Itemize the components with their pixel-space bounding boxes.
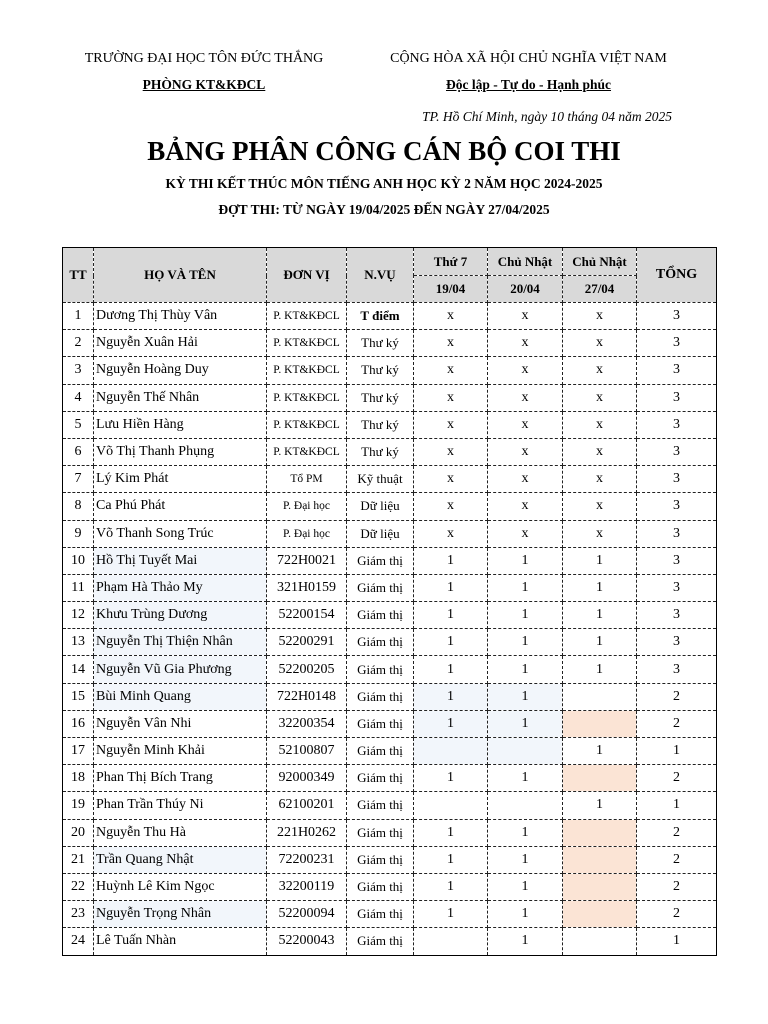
cell-day-1: x — [414, 357, 488, 384]
cell-role: Giám thị — [347, 928, 414, 955]
cell-tt: 21 — [63, 846, 94, 873]
cell-role: Giám thị — [347, 574, 414, 601]
cell-total: 3 — [637, 330, 717, 357]
cell-unit: 62100201 — [267, 792, 347, 819]
cell-tt: 6 — [63, 438, 94, 465]
cell-name: Nguyễn Hoàng Duy — [94, 357, 267, 384]
cell-total: 2 — [637, 901, 717, 928]
cell-day-2: 1 — [488, 846, 563, 873]
cell-total: 1 — [637, 738, 717, 765]
cell-name: Nguyễn Vân Nhi — [94, 710, 267, 737]
table-row — [63, 574, 717, 601]
cell-day-2: 1 — [488, 547, 563, 574]
cell-role: Thư ký — [347, 384, 414, 411]
cell-day-1: x — [414, 466, 488, 493]
cell-total: 3 — [637, 303, 717, 330]
cell-tt: 17 — [63, 738, 94, 765]
cell-day-1: x — [414, 520, 488, 547]
cell-name: Nguyễn Vũ Gia Phương — [94, 656, 267, 683]
cell-role: Thư ký — [347, 357, 414, 384]
cell-unit: 722H0021 — [267, 547, 347, 574]
cell-name: Dương Thị Thùy Vân — [94, 303, 267, 330]
cell-day-3 — [563, 901, 637, 928]
header-name: HỌ VÀ TÊN — [94, 248, 267, 303]
cell-day-1: x — [414, 384, 488, 411]
department-name: PHÒNG KT&KĐCL — [142, 77, 266, 92]
cell-day-3: x — [563, 384, 637, 411]
cell-day-1: 1 — [414, 656, 488, 683]
cell-tt: 2 — [63, 330, 94, 357]
document-title: BẢNG PHÂN CÔNG CÁN BỘ COI THI — [147, 136, 621, 166]
cell-name: Võ Thị Thanh Phụng — [94, 438, 267, 465]
cell-tt: 3 — [63, 357, 94, 384]
cell-tt: 16 — [63, 710, 94, 737]
cell-total: 2 — [637, 683, 717, 710]
table-row — [63, 710, 717, 737]
cell-day-2: 1 — [488, 901, 563, 928]
cell-total: 3 — [637, 629, 717, 656]
cell-name: Võ Thanh Song Trúc — [94, 520, 267, 547]
cell-tt: 10 — [63, 547, 94, 574]
header-role: N.VỤ — [347, 248, 414, 303]
cell-tt: 22 — [63, 873, 94, 900]
cell-day-1: 1 — [414, 629, 488, 656]
cell-tt: 13 — [63, 629, 94, 656]
cell-total: 3 — [637, 574, 717, 601]
cell-day-3 — [563, 873, 637, 900]
table-row — [63, 602, 717, 629]
cell-name: Khưu Trùng Dương — [94, 602, 267, 629]
cell-total: 3 — [637, 602, 717, 629]
cell-day-2: x — [488, 303, 563, 330]
place-date: TP. Hồ Chí Minh, ngày 10 tháng 04 năm 2025 — [422, 109, 672, 124]
cell-role: Dữ liệu — [347, 493, 414, 520]
cell-day-2: x — [488, 466, 563, 493]
cell-name: Nguyễn Thu Hà — [94, 819, 267, 846]
cell-day-3 — [563, 710, 637, 737]
document-subtitle: KỲ THI KẾT THÚC MÔN TIẾNG ANH HỌC KỲ 2 NĂM HỌC 2024-2025 — [165, 176, 603, 191]
table-row — [63, 357, 717, 384]
cell-day-1: 1 — [414, 819, 488, 846]
cell-day-2: 1 — [488, 602, 563, 629]
cell-day-1: 1 — [414, 547, 488, 574]
cell-role: Thư ký — [347, 411, 414, 438]
cell-day-1: x — [414, 411, 488, 438]
cell-day-3: 1 — [563, 656, 637, 683]
cell-day-2: x — [488, 384, 563, 411]
cell-tt: 4 — [63, 384, 94, 411]
cell-day-3 — [563, 819, 637, 846]
cell-unit: P. Đại học — [267, 520, 347, 547]
table-row — [63, 493, 717, 520]
cell-day-2: 1 — [488, 765, 563, 792]
cell-name: Nguyễn Xuân Hải — [94, 330, 267, 357]
cell-total: 1 — [637, 792, 717, 819]
cell-name: Phan Trần Thúy Ni — [94, 792, 267, 819]
cell-day-2 — [488, 738, 563, 765]
table-row — [63, 873, 717, 900]
table-row — [63, 547, 717, 574]
cell-day-3: 1 — [563, 547, 637, 574]
cell-tt: 20 — [63, 819, 94, 846]
table-row — [63, 629, 717, 656]
cell-day-2: x — [488, 411, 563, 438]
cell-tt: 9 — [63, 520, 94, 547]
cell-total: 2 — [637, 710, 717, 737]
cell-day-3 — [563, 928, 637, 955]
exam-period: ĐỢT THI: TỪ NGÀY 19/04/2025 ĐẾN NGÀY 27/04/2025 — [218, 202, 550, 217]
table-row — [63, 901, 717, 928]
republic-name: CỘNG HÒA XÃ HỘI CHỦ NGHĨA VIỆT NAM — [390, 51, 667, 66]
cell-total: 3 — [637, 547, 717, 574]
cell-day-3: 1 — [563, 738, 637, 765]
cell-unit: P. KT&KĐCL — [267, 411, 347, 438]
cell-total: 3 — [637, 656, 717, 683]
cell-day-2: 1 — [488, 819, 563, 846]
cell-unit: 52200291 — [267, 629, 347, 656]
cell-unit: 221H0262 — [267, 819, 347, 846]
cell-tt: 14 — [63, 656, 94, 683]
table-row — [63, 656, 717, 683]
cell-tt: 15 — [63, 683, 94, 710]
cell-day-1 — [414, 928, 488, 955]
table-row — [63, 683, 717, 710]
cell-name: Nguyễn Thị Thiện Nhân — [94, 629, 267, 656]
cell-day-2: x — [488, 520, 563, 547]
cell-role: Giám thị — [347, 738, 414, 765]
cell-unit: 52200043 — [267, 928, 347, 955]
cell-unit: 321H0159 — [267, 574, 347, 601]
cell-unit: P. KT&KĐCL — [267, 303, 347, 330]
cell-day-3: x — [563, 520, 637, 547]
table-row — [63, 520, 717, 547]
cell-day-1: x — [414, 493, 488, 520]
cell-total: 2 — [637, 819, 717, 846]
header-date-3: 27/04 — [563, 276, 637, 303]
table-row — [63, 738, 717, 765]
cell-day-1: 1 — [414, 710, 488, 737]
cell-unit: 32200119 — [267, 873, 347, 900]
cell-name: Nguyễn Thế Nhân — [94, 384, 267, 411]
cell-day-1: 1 — [414, 846, 488, 873]
header-total: TỔNG — [637, 248, 717, 303]
table-row — [63, 765, 717, 792]
cell-day-1: 1 — [414, 765, 488, 792]
cell-day-3: 1 — [563, 629, 637, 656]
cell-day-1: x — [414, 330, 488, 357]
cell-day-1: x — [414, 438, 488, 465]
cell-day-2: 1 — [488, 710, 563, 737]
cell-role: Giám thị — [347, 656, 414, 683]
table-row — [63, 384, 717, 411]
cell-tt: 7 — [63, 466, 94, 493]
cell-day-3 — [563, 846, 637, 873]
cell-role: Giám thị — [347, 765, 414, 792]
cell-unit: 52200205 — [267, 656, 347, 683]
cell-unit: P. KT&KĐCL — [267, 330, 347, 357]
cell-name: Lê Tuấn Nhàn — [94, 928, 267, 955]
table-row — [63, 819, 717, 846]
header-date-1: 19/04 — [414, 276, 488, 303]
cell-name: Huỳnh Lê Kim Ngọc — [94, 873, 267, 900]
cell-unit: 52200094 — [267, 901, 347, 928]
table-row — [63, 330, 717, 357]
cell-unit: P. KT&KĐCL — [267, 438, 347, 465]
cell-unit: P. Đại học — [267, 493, 347, 520]
cell-day-1: 1 — [414, 602, 488, 629]
cell-day-1: 1 — [414, 574, 488, 601]
cell-day-1: 1 — [414, 901, 488, 928]
cell-day-2: x — [488, 493, 563, 520]
cell-total: 3 — [637, 438, 717, 465]
cell-total: 3 — [637, 520, 717, 547]
cell-role: Thư ký — [347, 438, 414, 465]
cell-day-2: 1 — [488, 873, 563, 900]
cell-day-3 — [563, 683, 637, 710]
cell-day-3: 1 — [563, 574, 637, 601]
cell-day-2: 1 — [488, 683, 563, 710]
cell-name: Phạm Hà Thảo My — [94, 574, 267, 601]
cell-role: Thư ký — [347, 330, 414, 357]
table-row — [63, 411, 717, 438]
cell-unit: P. KT&KĐCL — [267, 357, 347, 384]
cell-name: Ca Phú Phát — [94, 493, 267, 520]
cell-name: Nguyễn Minh Khải — [94, 738, 267, 765]
table-row — [63, 303, 717, 330]
header-date-2: 20/04 — [488, 276, 563, 303]
cell-name: Lý Kim Phát — [94, 466, 267, 493]
cell-role: Giám thị — [347, 602, 414, 629]
cell-day-3: x — [563, 303, 637, 330]
cell-total: 2 — [637, 846, 717, 873]
cell-role: Kỹ thuật — [347, 466, 414, 493]
cell-day-1 — [414, 738, 488, 765]
table-row — [63, 438, 717, 465]
cell-tt: 11 — [63, 574, 94, 601]
cell-role: Giám thị — [347, 819, 414, 846]
cell-role: Giám thị — [347, 710, 414, 737]
cell-unit: 52100807 — [267, 738, 347, 765]
cell-day-3: x — [563, 493, 637, 520]
cell-name: Trần Quang Nhật — [94, 846, 267, 873]
cell-unit: 92000349 — [267, 765, 347, 792]
cell-tt: 1 — [63, 303, 94, 330]
cell-tt: 8 — [63, 493, 94, 520]
header-day-2: Chủ Nhật — [488, 248, 563, 276]
cell-unit: 32200354 — [267, 710, 347, 737]
cell-total: 2 — [637, 765, 717, 792]
cell-name: Phan Thị Bích Trang — [94, 765, 267, 792]
cell-role: Giám thị — [347, 792, 414, 819]
cell-tt: 5 — [63, 411, 94, 438]
cell-name: Lưu Hiền Hàng — [94, 411, 267, 438]
cell-role: Giám thị — [347, 873, 414, 900]
cell-total: 2 — [637, 873, 717, 900]
table-body — [63, 303, 717, 956]
cell-role: Giám thị — [347, 683, 414, 710]
cell-name: Bùi Minh Quang — [94, 683, 267, 710]
cell-unit: P. KT&KĐCL — [267, 384, 347, 411]
cell-day-2: 1 — [488, 928, 563, 955]
cell-role: Giám thị — [347, 629, 414, 656]
cell-role: T điểm — [347, 303, 414, 330]
cell-day-3: x — [563, 411, 637, 438]
cell-name: Nguyễn Trọng Nhân — [94, 901, 267, 928]
table-row — [63, 466, 717, 493]
cell-day-3: x — [563, 330, 637, 357]
cell-day-3: 1 — [563, 792, 637, 819]
cell-day-1: x — [414, 303, 488, 330]
cell-total: 3 — [637, 357, 717, 384]
cell-total: 3 — [637, 466, 717, 493]
cell-role: Giám thị — [347, 901, 414, 928]
cell-day-2: x — [488, 357, 563, 384]
header-day-1: Thứ 7 — [414, 248, 488, 276]
cell-tt: 19 — [63, 792, 94, 819]
cell-total: 3 — [637, 493, 717, 520]
assignment-table — [62, 247, 717, 956]
cell-role: Dữ liệu — [347, 520, 414, 547]
cell-total: 3 — [637, 384, 717, 411]
cell-day-3: x — [563, 438, 637, 465]
cell-name: Hồ Thị Tuyết Mai — [94, 547, 267, 574]
cell-day-2: 1 — [488, 629, 563, 656]
cell-total: 3 — [637, 411, 717, 438]
cell-total: 1 — [637, 928, 717, 955]
cell-unit: Tổ PM — [267, 466, 347, 493]
cell-day-2: x — [488, 438, 563, 465]
cell-day-3: x — [563, 466, 637, 493]
cell-role: Giám thị — [347, 846, 414, 873]
table-row — [63, 792, 717, 819]
cell-unit: 72200231 — [267, 846, 347, 873]
table-row — [63, 928, 717, 955]
cell-day-2: 1 — [488, 574, 563, 601]
cell-day-3: 1 — [563, 602, 637, 629]
cell-day-2: x — [488, 330, 563, 357]
cell-unit: 722H0148 — [267, 683, 347, 710]
cell-tt: 18 — [63, 765, 94, 792]
cell-tt: 12 — [63, 602, 94, 629]
cell-day-2 — [488, 792, 563, 819]
header-tt: TT — [63, 248, 94, 303]
cell-unit: 52200154 — [267, 602, 347, 629]
header-day-3: Chủ Nhật — [563, 248, 637, 276]
cell-day-1 — [414, 792, 488, 819]
cell-day-3: x — [563, 357, 637, 384]
cell-day-3 — [563, 765, 637, 792]
university-name: TRƯỜNG ĐẠI HỌC TÔN ĐỨC THẮNG — [84, 51, 324, 66]
cell-day-2: 1 — [488, 656, 563, 683]
header-unit: ĐƠN VỊ — [267, 248, 347, 303]
cell-tt: 23 — [63, 901, 94, 928]
national-motto: Độc lập - Tự do - Hạnh phúc — [445, 77, 612, 92]
cell-role: Giám thị — [347, 547, 414, 574]
cell-tt: 24 — [63, 928, 94, 955]
cell-day-1: 1 — [414, 873, 488, 900]
table-row — [63, 846, 717, 873]
cell-day-1: 1 — [414, 683, 488, 710]
